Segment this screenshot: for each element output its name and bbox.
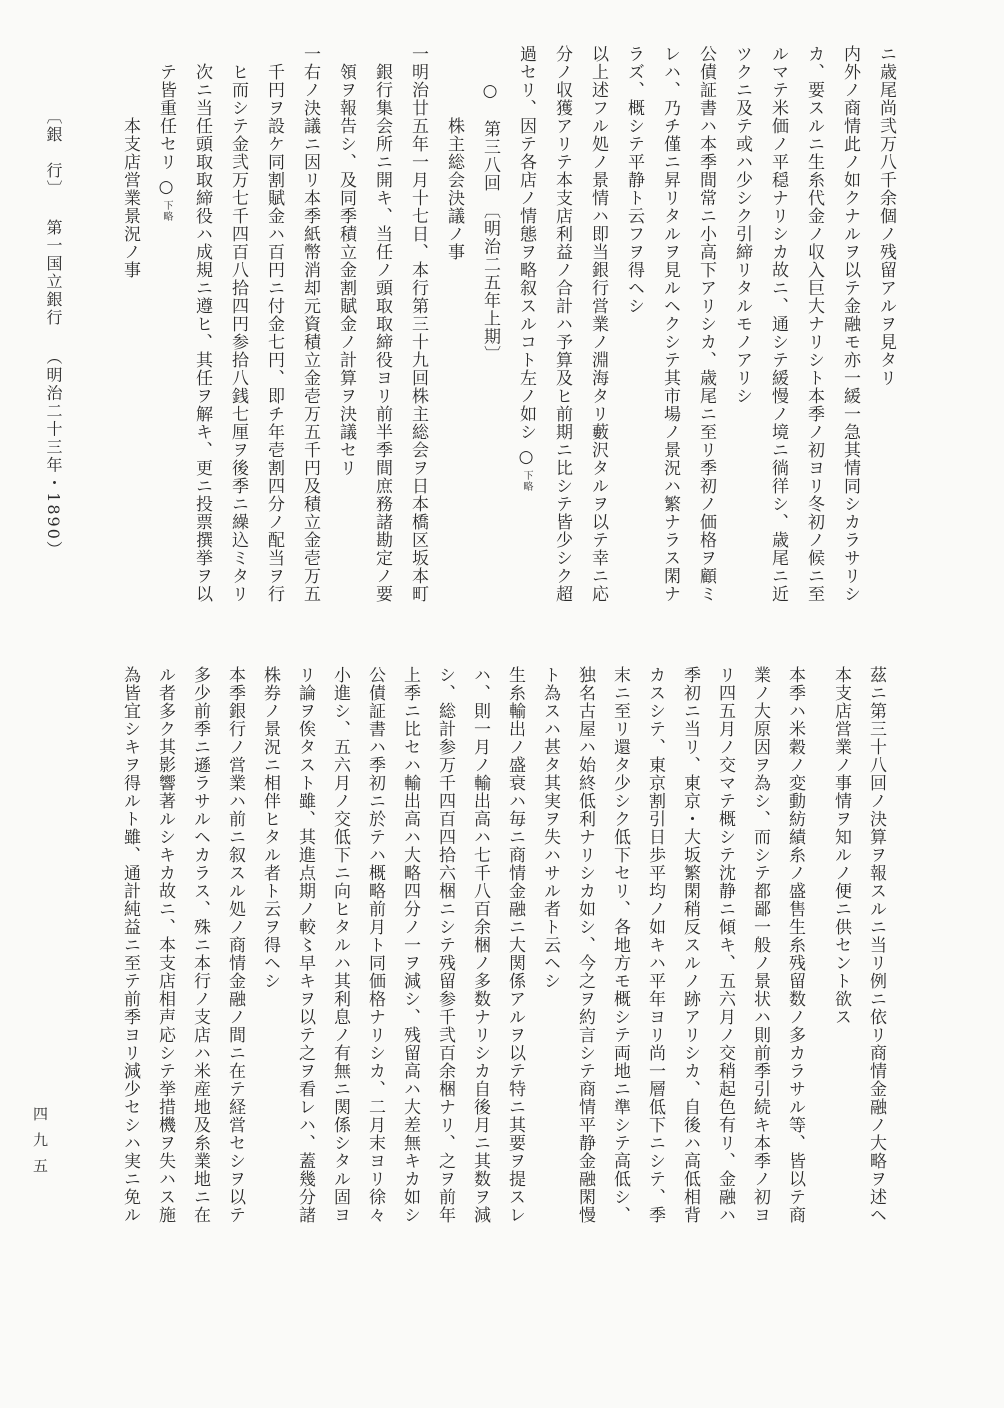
text-column-body: カスシテ、東京割引日歩平均ノ如キハ平年ヨリ尚一層低下ニシテ、季: [645, 666, 665, 1224]
text-column-body: ニ歳尾尚弐万八千余個ノ残留アルヲ見タリ: [876, 45, 896, 387]
text-column: [497, 666, 532, 1231]
text-column: [292, 45, 328, 610]
text-column: [147, 666, 182, 1231]
text-column-body: ト為スハ甚タ其実ヲ失ハサル者ト云ヘシ: [540, 666, 560, 990]
running-title-year: （明治二十三年・1890）: [44, 348, 63, 559]
text-column-body: 末ニ至リ還タ少シク低下セリ、各地方モ概シテ両地ニ準シテ高低シ、: [610, 666, 630, 1224]
text-column: [472, 45, 508, 610]
text-column: [392, 666, 427, 1231]
text-column: [724, 45, 760, 610]
text-column-body: カ、要スルニ生糸代金ノ収入巨大ナリシト本季ノ初ヨリ冬初ノ候ニ至: [804, 45, 824, 603]
text-column: [567, 666, 602, 1231]
text-column: [616, 45, 652, 610]
text-column: [148, 45, 184, 610]
bottom-text-block: [112, 666, 893, 1231]
text-column-body: 為皆宜シキヲ得ルト雖、通計純益ニ至テ前季ヨリ減少セシハ実ニ免ル: [120, 666, 140, 1224]
omission-note: 下略: [161, 200, 172, 222]
text-column-body: リ四五月ノ交マテ概シテ沈静ニ傾キ、五六月ノ交稍起色有リ、金融ハ: [715, 666, 735, 1224]
text-column-body: 一明治廿五年一月十七日、本行第三十九回株主総会ヲ日本橋区坂本町: [408, 45, 428, 603]
text-column-body: 多少前季ニ遜ラサルヘカラス、殊ニ本行ノ支店ハ米産地及糸業地ニ在: [190, 666, 210, 1224]
text-column-body: 株券ノ景況ニ相伴ヒタル者ト云ヲ得ヘシ: [260, 666, 280, 990]
text-column: [400, 45, 436, 610]
text-column-body: 一右ノ決議ニ因リ本季紙幣消却元資積立金壱万五千円及積立金壱万五: [300, 45, 320, 603]
text-column-body: 分ノ収獲アリテ本支店利益ノ合計ハ予算及ヒ前期ニ比シテ皆少シク超: [552, 45, 572, 603]
text-column-body: 内外ノ商情此ノ如クナルヲ以テ金融モ亦一緩一急其情同シカラサリシ: [840, 45, 860, 603]
text-column-body: リ論ヲ俟タスト雖、其進点期ノ較〻早キヲ以テ之ヲ看レハ、蓋幾分諸: [295, 666, 315, 1224]
text-column: [637, 666, 672, 1231]
omission-circle-mark: ○: [516, 447, 536, 468]
text-column: [532, 666, 567, 1231]
text-column: [832, 45, 868, 610]
text-column: [868, 45, 904, 610]
text-column: [184, 45, 220, 610]
text-column: [256, 45, 292, 610]
running-title: [42, 108, 65, 559]
text-column-body: ル者多ク其影響著ルシキカ故ニ、本支店相声応シテ挙措機ヲ失ハス施: [155, 666, 175, 1224]
omission-circle-mark: ○: [156, 177, 176, 198]
text-column: [742, 666, 777, 1231]
text-column-body: 本支店営業ノ事情ヲ知ルノ便ニ供セント欲ス: [831, 666, 851, 1026]
text-column-body: 小進シ、五六月ノ交低下ニ向ヒタルハ其利息ノ有無ニ関係シタル固ヨ: [330, 666, 350, 1224]
text-column-body: 季初ニ当リ、東京・大坂繁閑稍反スルノ跡アリシカ、自後ハ高低相背: [680, 666, 700, 1224]
text-column: [707, 666, 742, 1231]
text-column: [760, 45, 796, 610]
text-column: [364, 45, 400, 610]
text-column: [436, 45, 472, 610]
text-column-body: 業ノ大原因ヲ為シ、而シテ都鄙一般ノ景状ハ則前季引続キ本季ノ初ヨ: [750, 666, 770, 1224]
text-column-body: 独名古屋ハ始終低利ナリシカ如シ、今之ヲ約言シテ商情平静金融閑慢: [575, 666, 595, 1224]
text-column-body: シ、総計参万千四百四拾六梱ニシテ残留参千弐百余梱ナリ、之ヲ前年: [435, 666, 455, 1224]
text-column: [796, 45, 832, 610]
text-column: [508, 45, 544, 610]
text-column: [823, 666, 858, 1231]
text-column: [182, 666, 217, 1231]
text-column: [777, 666, 812, 1231]
text-column-body: ラズ、概シテ平静ト云フヲ得ヘシ: [624, 45, 644, 315]
text-column: [112, 666, 147, 1231]
text-column-body: 本支店営業景況ノ事: [120, 117, 140, 279]
page-number: 四九五: [31, 1106, 49, 1184]
text-column: [580, 45, 616, 610]
text-column: [652, 45, 688, 610]
text-column: [357, 666, 392, 1231]
running-title-category: 〔銀 行〕: [44, 108, 63, 198]
text-column: [328, 45, 364, 610]
omission-note: 下略: [521, 470, 532, 492]
text-column: [544, 45, 580, 610]
text-column-body: ルマテ米価ノ平穏ナリシカ故ニ、通シテ緩慢ノ境ニ徜徉シ、歳尾ニ近: [768, 45, 788, 603]
text-column: [427, 666, 462, 1231]
text-column-body: 上季ニ比セハ輸出高ハ大略四分ノ一ヲ減シ、残留高ハ大差無キカ如シ: [400, 666, 420, 1224]
text-column-body: 茲ニ第三十八回ノ決算ヲ報スルニ当リ例ニ依リ商情金融ノ大略ヲ述ヘ: [866, 666, 886, 1224]
text-column: [287, 666, 322, 1231]
text-column: [688, 45, 724, 610]
running-title-text: 第一国立銀行: [44, 219, 63, 328]
text-column-body: 領ヲ報告シ、及同季積立金割賦金ノ計算ヲ決議セリ: [336, 63, 356, 477]
text-column: [858, 666, 893, 1231]
text-column-body: 銀行集会所ニ開キ、当任ノ頭取取締役ヨリ前半季間庶務諸勘定ノ要: [372, 63, 392, 603]
text-column-body: テ皆重任セリ: [156, 63, 176, 171]
text-column-body: レハ、乃チ僅ニ昇リタルヲ見ルヘクシテ其市場ノ景況ハ繁ナラス閑ナ: [660, 45, 680, 603]
text-column-body: 以上述フル処ノ景情ハ即当銀行営業ノ淵海タリ藪沢タルヲ以テ幸ニ応: [588, 45, 608, 603]
text-column: [462, 666, 497, 1231]
top-text-block: [112, 45, 904, 610]
text-column-body: ハ、則一月ノ輸出高ハ七千八百余梱ノ多数ナリシカ自後月ニ其数ヲ減: [470, 666, 490, 1224]
text-column-body: ツクニ及テ或ハ少シク引締リタルモノアリシ: [732, 45, 752, 405]
text-column: [672, 666, 707, 1231]
text-column-body: 過セリ、因テ各店ノ情態ヲ略叙スルコト左ノ如シ: [516, 45, 536, 441]
text-column: [252, 666, 287, 1231]
text-column: [220, 45, 256, 610]
text-column-body: 公債証書ハ季初ニ於テハ概略前月ト同価格ナリシカ、二月末ヨリ徐々: [365, 666, 385, 1224]
text-column: [112, 45, 148, 610]
text-column-body: 生糸輸出ノ盛衰ハ毎ニ商情金融ニ大関係アルヲ以テ特ニ其要ヲ提スレ: [505, 666, 525, 1224]
text-column-body: 本季銀行ノ営業ハ前ニ叙スル処ノ商情金融ノ間ニ在テ経営セシヲ以テ: [225, 666, 245, 1224]
text-column: [322, 666, 357, 1231]
text-column-body: 株主総会決議ノ事: [444, 117, 464, 261]
text-column-body: 公債証書ハ本季間常ニ小高下アリシカ、歳尾ニ至リ季初ノ価格ヲ顧ミ: [696, 45, 716, 603]
text-column-body: ヒ而シテ金弐万七千四百八拾四円参拾八銭七厘ヲ後季ニ繰込ミタリ: [228, 63, 248, 603]
text-column-body: 千円ヲ設ケ同割賦金ハ百円ニ付金七円、即チ年壱割四分ノ配当ヲ行: [264, 63, 284, 603]
text-column: [602, 666, 637, 1231]
text-column-body: 本季ハ米穀ノ変動紡績糸ノ盛售生糸残留数ノ多カラサル等、皆以テ商: [785, 666, 805, 1224]
text-column: [217, 666, 252, 1231]
text-column-body: 次ニ当任頭取取締役ハ成規ニ遵ヒ、其任ヲ解キ、更ニ投票撰挙ヲ以: [192, 63, 212, 603]
text-column-body: ○ 第三八回 〔明治二五年上期〕: [480, 81, 500, 364]
